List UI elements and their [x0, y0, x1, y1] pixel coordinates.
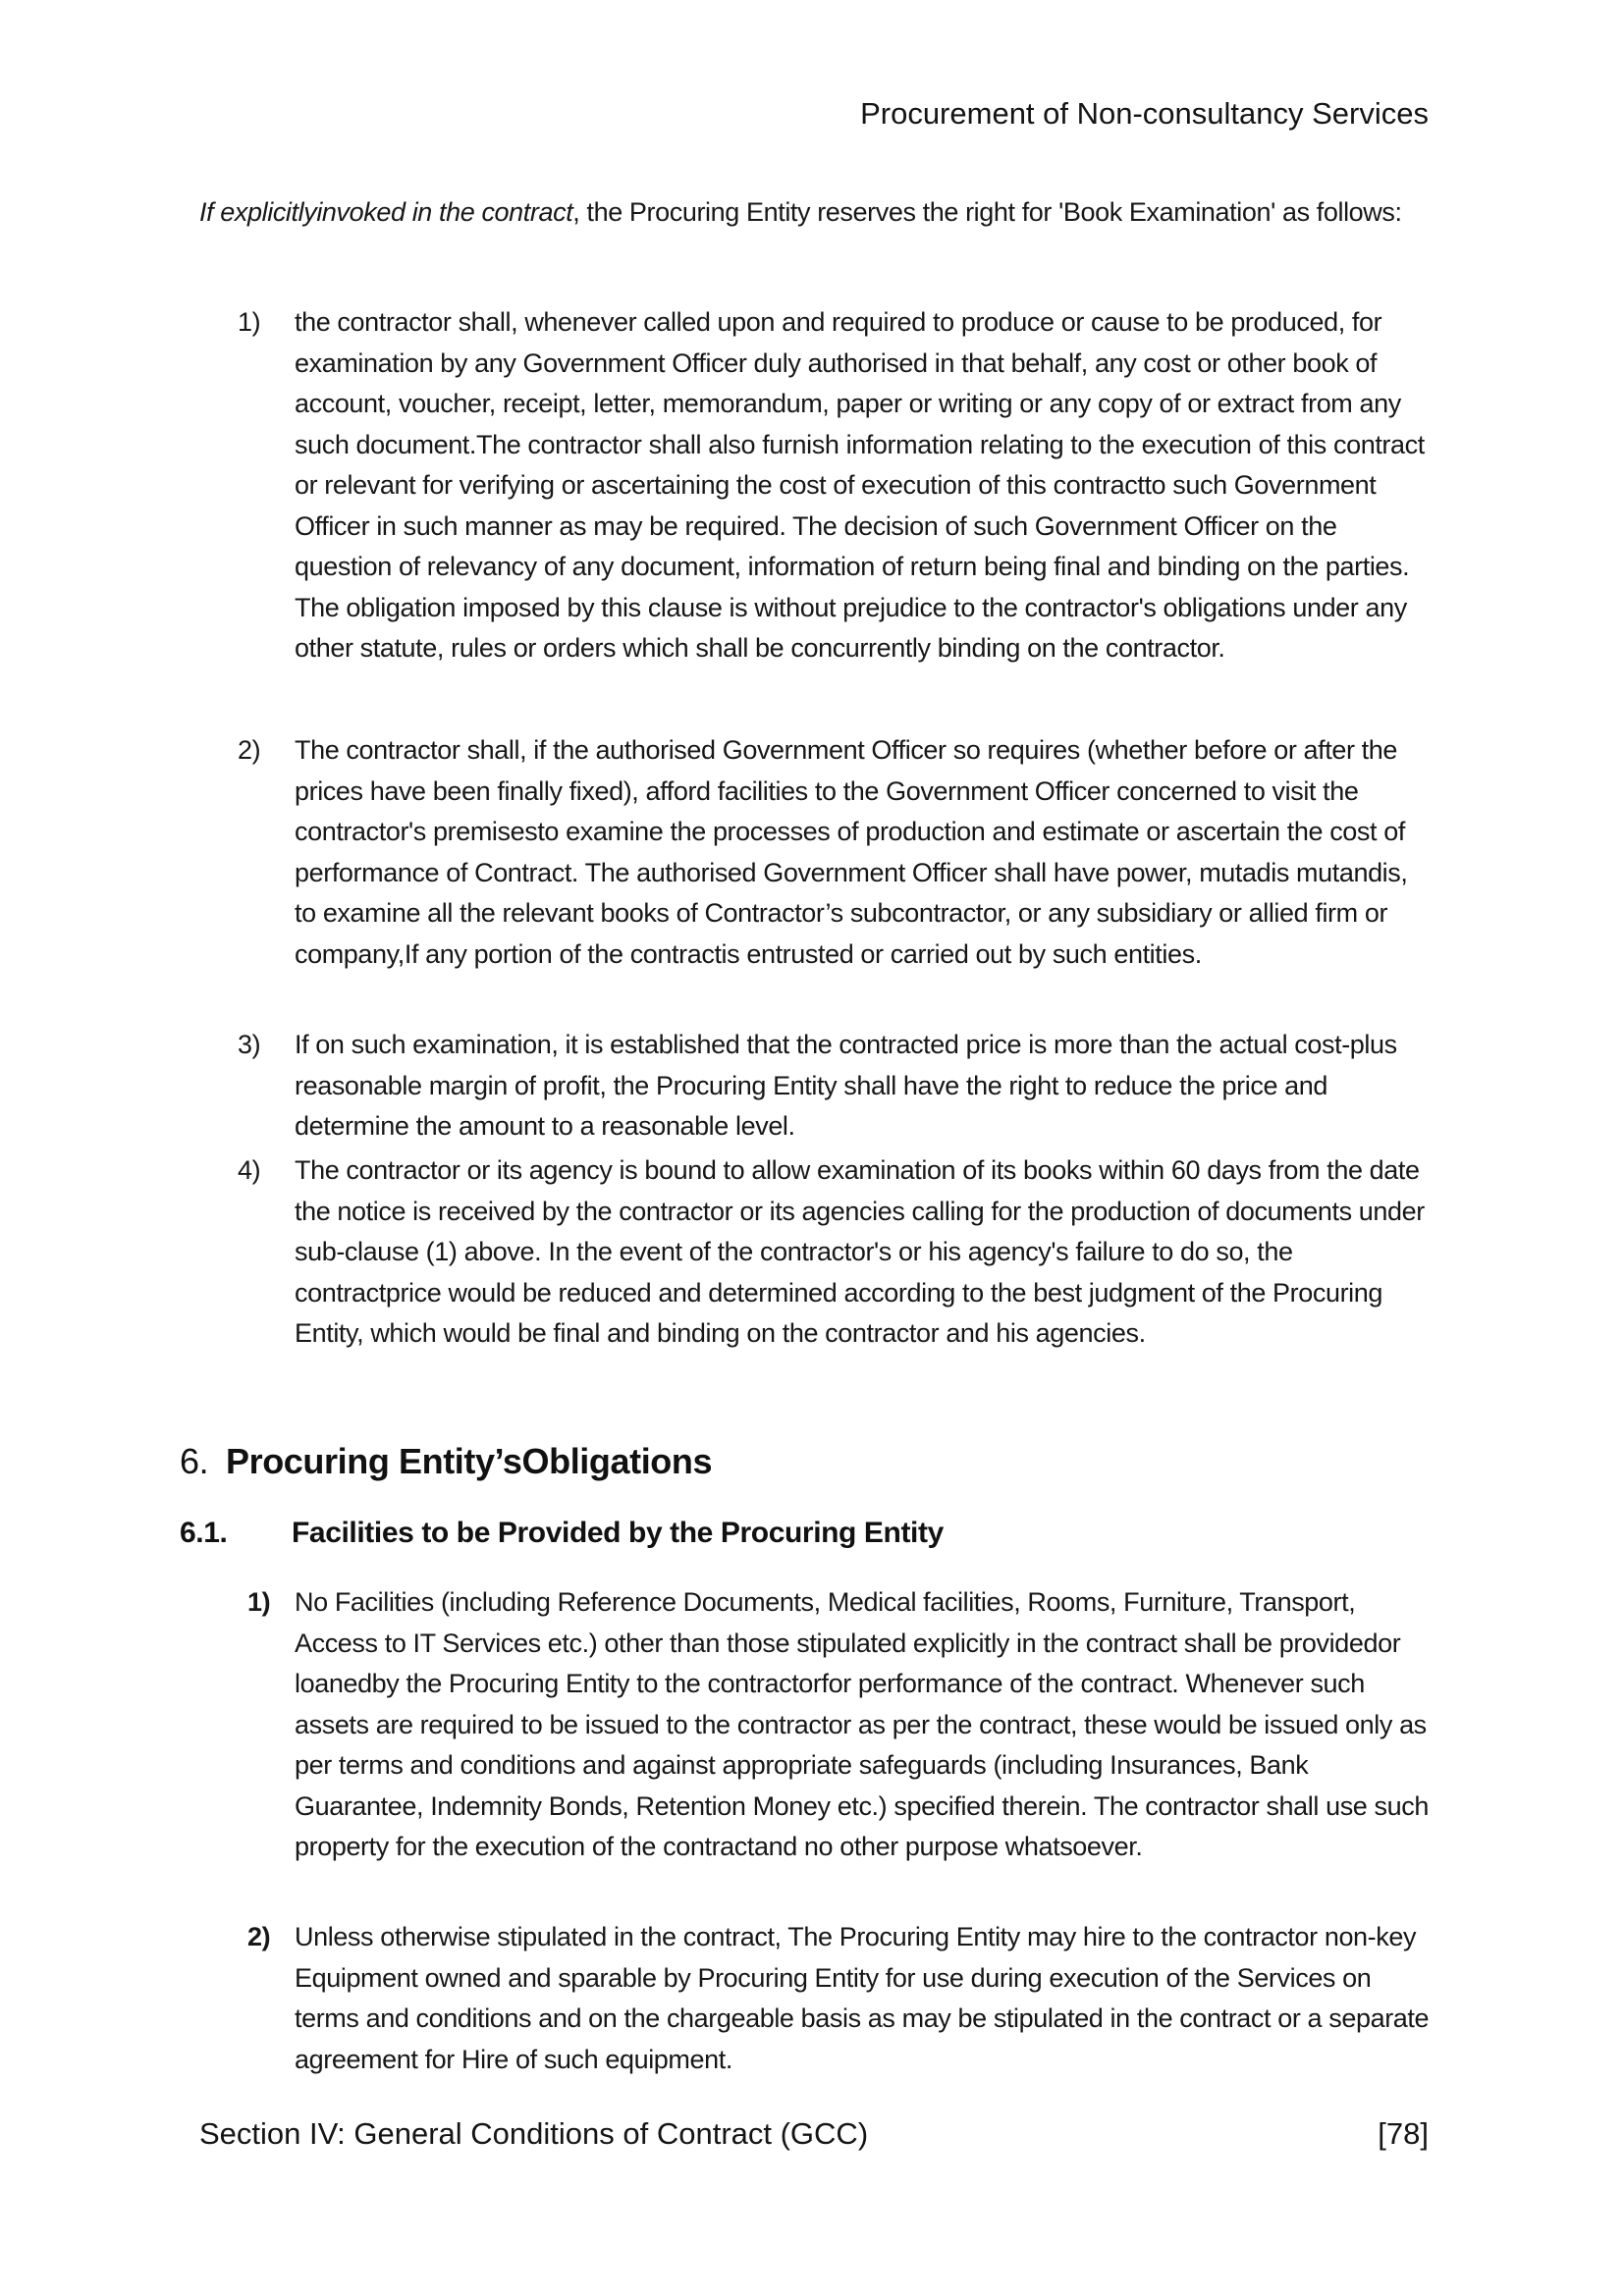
- list-marker-bold: 1): [247, 1587, 271, 1617]
- list-item-book-exam-3: [238, 1025, 1434, 1148]
- header-title: Procurement of Non-consultancy Services: [860, 96, 1429, 131]
- list-item-book-exam-1: [238, 302, 1434, 669]
- list-item-text: If on such examination, it is established that the contracted price is more than the actual cost-plus reasonable margin of profit, the Procuring Entity shall have the right to reduce the price and determine the amount to a reasonable level.: [295, 1030, 1397, 1141]
- list-marker: 2): [238, 735, 261, 765]
- page-header: [199, 96, 1429, 132]
- list-marker: 1): [238, 307, 261, 337]
- section-6-1-title: Facilities to be Provided by the Procuring Entity: [292, 1517, 944, 1549]
- page-footer: [199, 2116, 1429, 2152]
- intro-paragraph: [199, 192, 1433, 234]
- footer-section-label: Section IV: General Conditions of Contract (GCC): [199, 2116, 869, 2151]
- section-6-number: 6.: [180, 1441, 209, 1481]
- footer-page-number: [78]: [1378, 2116, 1429, 2151]
- section-6-1-heading: [180, 1514, 944, 1553]
- list-item-book-exam-2: [238, 730, 1434, 975]
- list-item-facilities-1: [247, 1582, 1434, 1868]
- intro-italic-lead: If explicitlyinvoked in the contract: [199, 197, 573, 227]
- list-marker: 3): [238, 1030, 261, 1059]
- section-6-title: Procuring Entity’sObligations: [226, 1441, 713, 1481]
- list-item-text: No Facilities (including Reference Documents, Medical facilities, Rooms, Furniture, Transport, Access to IT Services etc.) other than those stipulated explicitly in the contract shall be providedor loanedby the Procuring Entity to the contractorfor performance of the contract. Whenever such assets are required to be issued to the contractor as per the contract, these would be issued only as per terms and conditions and against appropriate safeguards (including Insurances, Bank Guarantee, Indemnity Bonds, Retention Money etc.) specified therein. The contractor shall use such property for the execution of the contractand no other purpose whatsoever.: [295, 1587, 1429, 1861]
- list-item-book-exam-4: [238, 1150, 1434, 1355]
- list-item-facilities-2: [247, 1917, 1434, 2080]
- list-marker-bold: 2): [247, 1922, 271, 1951]
- section-6-1-number: 6.1.: [180, 1517, 228, 1549]
- list-item-text: The contractor or its agency is bound to allow examination of its books within 60 days from the date the notice is received by the contractor or its agencies calling for the production of documents under sub-clause (1) above. In the event of the contractor's or his agency's failure to do so, the contractprice would be reduced and determined according to the best judgment of the Procuring Entity, which would be final and binding on the contractor and his agencies.: [295, 1155, 1425, 1348]
- list-item-text: the contractor shall, whenever called upon and required to produce or cause to be produced, for examination by any Government Officer duly authorised in that behalf, any cost or other book of account, voucher, receipt, letter, memorandum, paper or writing or any copy of or extract from any such document.The contractor shall also furnish information relating to the execution of this contract or relevant for verifying or ascertaining the cost of execution of this contractto such Government Officer in such manner as may be required. The decision of such Government Officer on the question of relevancy of any document, information of return being final and binding on the parties. The obligation imposed by this clause is without prejudice to the contractor's obligations under any other statute, rules or orders which shall be concurrently binding on the contractor.: [295, 307, 1425, 663]
- list-item-text: Unless otherwise stipulated in the contract, The Procuring Entity may hire to the contractor non-key Equipment owned and sparable by Procuring Entity for use during execution of the Services on terms and conditions and on the chargeable basis as may be stipulated in the contract or a separate agreement for Hire of such equipment.: [295, 1922, 1430, 2074]
- list-item-text: The contractor shall, if the authorised Government Officer so requires (whether before or after the prices have been finally fixed), afford facilities to the Government Officer concerned to visit the contractor's premisesto examine the processes of production and estimate or ascertain the cost of performance of Contract. The authorised Government Officer shall have power, mutadis mutandis, to examine all the relevant books of Contractor’s subcontractor, or any subsidiary or allied firm or company,If any portion of the contractis entrusted or carried out by such entities.: [295, 735, 1408, 969]
- intro-rest: , the Procuring Entity reserves the right for 'Book Examination' as follows:: [572, 197, 1402, 227]
- section-6-heading: [180, 1439, 712, 1484]
- list-marker: 4): [238, 1155, 261, 1185]
